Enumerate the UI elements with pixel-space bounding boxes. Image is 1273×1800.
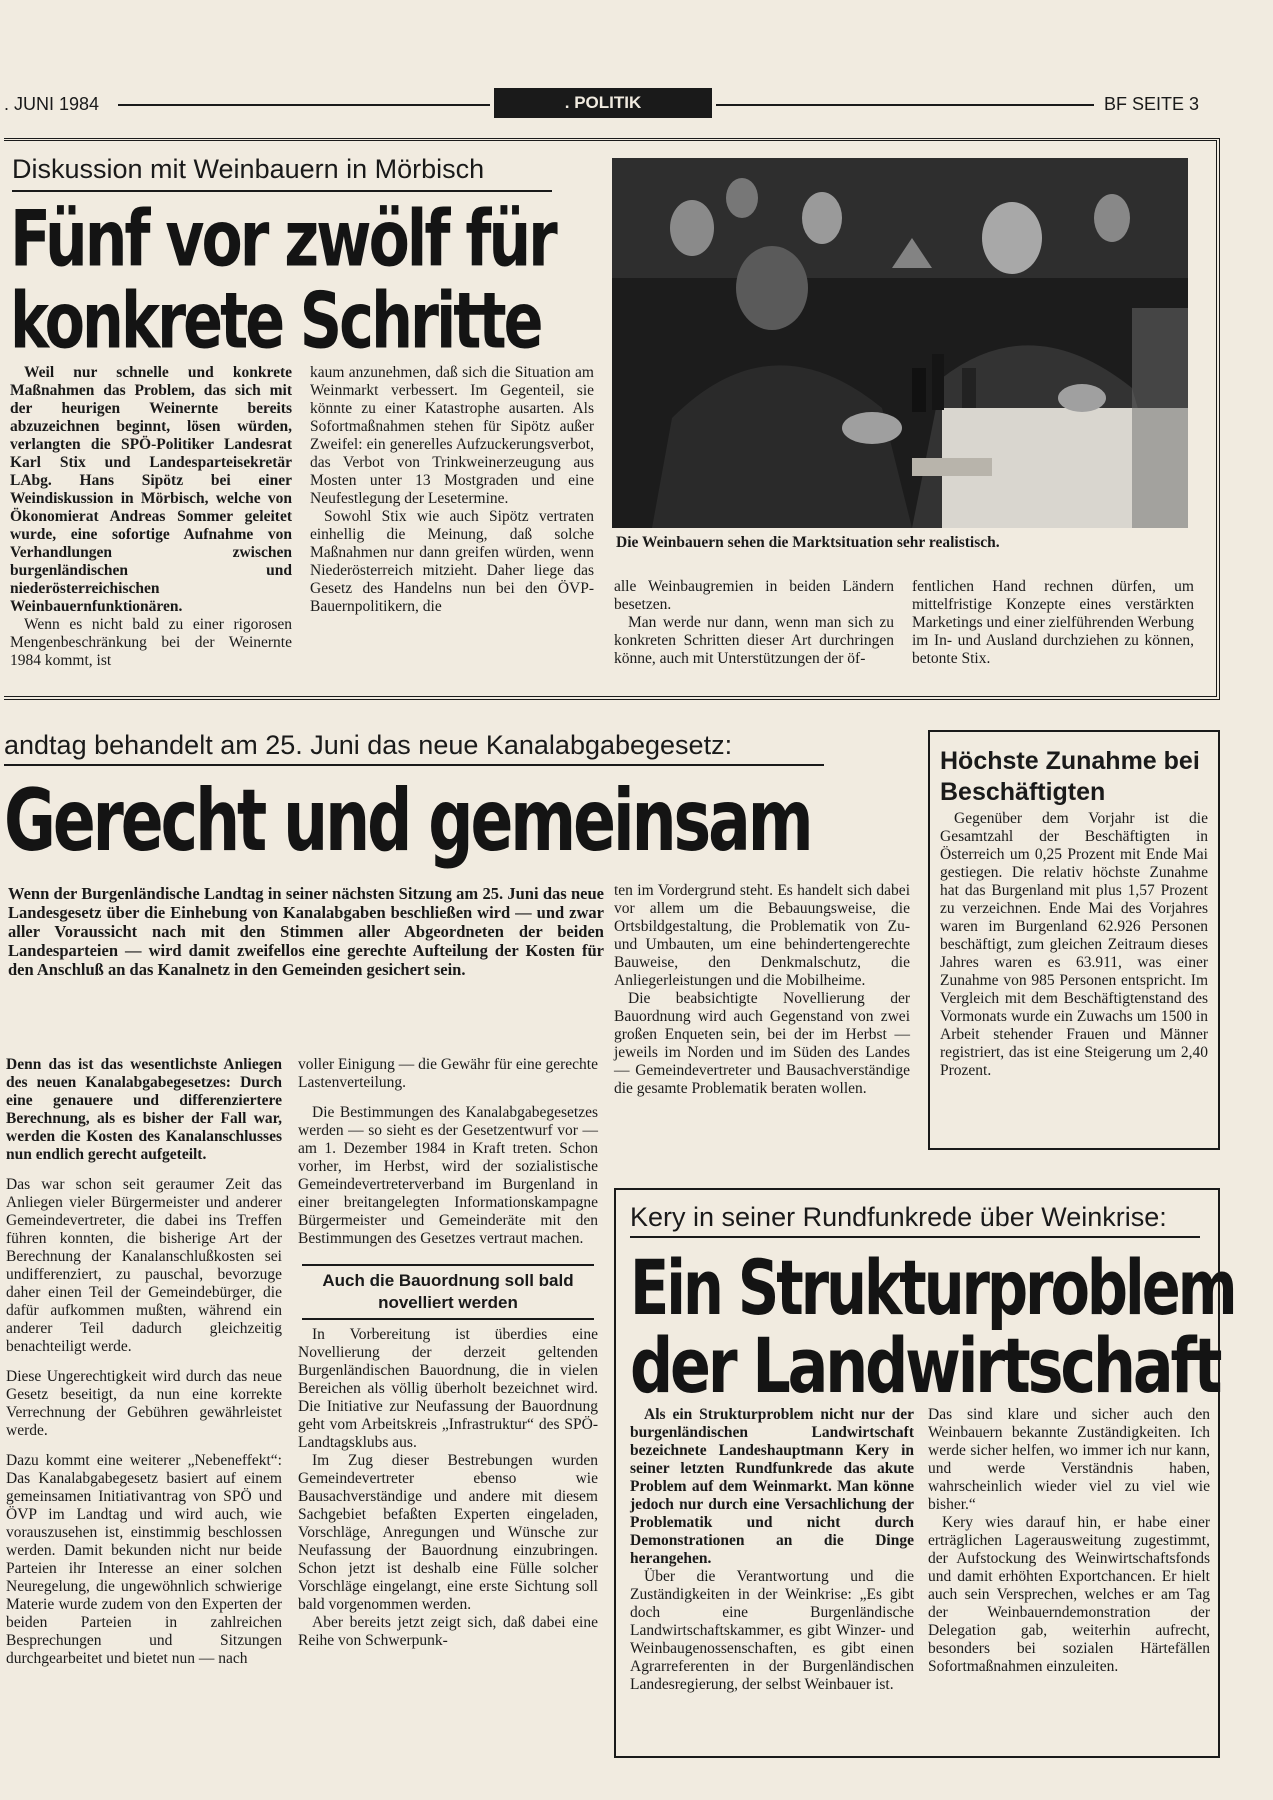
article2-kicker-rule (4, 764, 824, 766)
article1-col4-p1: fentlichen Hand rechnen dürfen, um mittelfristige Konzepte eines verstärkten Marketings und einer zielführenden Werbung im In- und Ausland durchziehen zu können, betonte Stix. (912, 578, 1194, 667)
article2-col2 (298, 1056, 598, 1650)
article2-col1-p3: Diese Ungerechtigkeit wird durch das neue Gesetz beseitigt, da nun eine korrekte Verrechnung der Gebühren gewährleistet werde. (6, 1368, 282, 1439)
article2-col2-p1: voller Einigung — die Gewähr für eine gerechte Lastenverteilung. (298, 1056, 598, 1091)
article2-col1-p2: Das war schon seit geraumer Zeit das Anliegen vieler Bürgermeister und anderer Gemeindevertreter, die dabei ins Treffen führen konnten, die bisherige Art der Berechnung der Kanalanschlußkosten sei undifferenziert, zu pauschal, bevorzuge daher einen Teil der Gemeindebürger, die dafür aufkommen mußten, während ein anderer Teil dadurch gleichzeitig benachteiligt werde. (6, 1176, 282, 1355)
article2-col3 (614, 882, 910, 1098)
article1-col2-p1: kaum anzunehmen, daß sich die Situation am Weinmarkt verbessert. Im Gegenteil, sie könnte zu einer Katastrophe ausarten. Als Sofortmaßnahmen stehen für Sipötz außer Zweifel: ein generelles Aufzuckerungsverbot, das Verbot von Trinkweinerzeugung aus Mosten unter 13 Mostgraden und eine Neufestlegung der Lesetermine. (310, 364, 594, 507)
article2-col3-p1: ten im Vordergrund steht. Es handelt sich dabei vor allem um die Bebauungsweise, die Ortsbildgestaltung, die Problematik von Zu- und Umbauten, um eine behindertengerechte Bauweise, den Denkmalschutz, die Anliegerleistungen und die Mobilheime. (614, 882, 910, 989)
article3-col1-p2: Über die Verantwortung und die Zuständigkeiten in der Weinkrise: „Es gibt doch eine Burgenländische Landwirtschaftskammer, es gibt Winzer- und Weinbaugenossenschaften, es gibt einen Agrarreferenten in der Burgenländischen Landesregierung, der selbst Weinbauer ist. (630, 1568, 914, 1693)
article1-photo-caption: Die Weinbauern sehen die Marktsituation sehr realistisch. (616, 534, 1000, 551)
employment-box-text (940, 810, 1208, 1080)
article1-col2 (310, 364, 594, 616)
masthead-date: . JUNI 1984 (4, 94, 100, 114)
article3-kicker: Kery in seiner Rundfunkrede über Weinkrise: (630, 1202, 1167, 1232)
article3-col2 (928, 1406, 1210, 1676)
masthead-rule-right (716, 104, 1094, 106)
article1-photo (612, 158, 1188, 528)
employment-box (928, 730, 1220, 1150)
article2-kicker: andtag behandelt am 25. Juni das neue Kanalabgabegesetz: (4, 730, 733, 760)
article1-lead: Weil nur schnelle und konkrete Maßnahmen das Problem, das sich mit der heurigen Weinernte bereits abzuzeichnen beginnt, lösen würden, verlangten die SPÖ-Politiker Landesrat Karl Stix und Landesparteisekretär LAbg. Hans Sipötz bei einer Weindiskussion in Mörbisch, welche von Ökonomierat Andreas Sommer geleitet wurde, eine sofortige Aufnahme von Verhandlungen zwischen burgenländischen und niederösterreichischen Weinbauernfunktionären. (10, 364, 292, 615)
article2-subhead: Auch die Bauordnung soll bald novelliert werden (322, 1271, 574, 1312)
article1-col3-p2: Man werde nur dann, wenn man sich zu konkreten Schritten dieser Art durchringen könne, auch mit Unterstützungen der öf- (614, 614, 894, 667)
article3-headline-line1: Ein Strukturproblem (630, 1244, 1235, 1333)
employment-box-headline: Höchste Zunahme bei Beschäftigten (940, 747, 1200, 806)
article1-kicker: Diskussion mit Weinbauern in Mörbisch (12, 154, 485, 184)
article3-col2-p2: Kery wies darauf hin, er habe einer erträglichen Lagerausweitung zugestimmt, der Aufstockung des Weinwirtschaftsfonds und damit erhöhten Exportchancen. Er hielt auch sein Versprechen, welches er am Tag der Weinbauerndemonstration der Delegation gab, weiterhin aufrecht, besonders bei sozialen Härtefällen Sofortmaßnahmen einzuleiten. (928, 1514, 1210, 1675)
article2-col1-p4: Dazu kommt eine weiterer „Nebeneffekt“: Das Kanalabgabegesetz basiert auf einem gemeinsamen Initiativantrag von SPÖ und ÖVP im Landtag und wird auch, wie vorauszusehen ist, einstimmig beschlossen werden. Damit bekunden nicht nur beide Parteien ihr Interesse an einer solchen Neuregelung, die ungewöhnlich schwierige Materie wurde zudem von den Experten der beiden Parteien in zahlreichen Besprechungen und Sitzungen durchgearbeitet und bietet nun — nach (6, 1452, 282, 1667)
article3-col1 (630, 1406, 914, 1694)
article2-col2-p3: In Vorbereitung ist überdies eine Novellierung der derzeit geltenden Burgenländischen Bauordnung, die in vielen Bereichen als völlig überholt bezeichnet wird. Die Initiative zur Neufassung der Bauordnung geht vom Arbeitskreis „Infrastruktur“ des SPÖ-Landtagsklubs aus. (298, 1326, 598, 1451)
article1-col3 (614, 578, 894, 668)
article3-headline-line2: der Landwirtschaft (630, 1322, 1220, 1411)
article2-col2-p4: Im Zug dieser Bestrebungen wurden Gemeindevertreter ebenso wie Bausachverständige und andere mit diesem Sachgebiet befaßten Experten eingeladen, Vorschläge, Anregungen und Wünsche zur Neufassung der Bauordnung einzubringen. Schon jetzt ist deshalb eine Fülle solcher Vorschläge eingelangt, eine erste Sichtung soll bald vorgenommen werden. (298, 1452, 598, 1613)
employment-box-body: Gegenüber dem Vorjahr ist die Gesamtzahl der Beschäftigten in Österreich um 0,25 Prozent mit Ende Mai gestiegen. Die relativ höchste Zunahme hat das Burgenland mit plus 1,57 Prozent zu verzeichnen. Ende Mai des Vorjahres waren im Burgenland 62.926 Personen beschäftigt, zum gleichen Zeitraum dieses Jahres waren es 63.911, was einer Zunahme von 985 Personen entspricht. Im Vergleich mit dem Beschäftigtenstand des Vormonats wurde ein Zuwachs um 1500 in Arbeit stehender Frauen und Männer registriert, das ist eine Steigerung um 2,40 Prozent. (940, 810, 1208, 1079)
article1-headline-line2: konkrete Schritte (10, 276, 541, 367)
article3-lead: Als ein Strukturproblem nicht nur der burgenländischen Landwirtschaft bezeichnete Landeshauptmann Kery in seiner letzten Rundfunkrede das akute Problem auf dem Weinmarkt. Man könne jedoch nur durch eine Versachlichung der Problematik und nicht durch Demonstrationen an die Dinge herangehen. (630, 1406, 914, 1567)
article1-col1-p2: Wenn es nicht bald zu einer rigorosen Mengenbeschränkung bei der Weinernte 1984 kommt, ist (10, 616, 292, 669)
article3-kicker-rule (630, 1236, 1200, 1238)
article2-col3-p2: Die beabsichtigte Novellierung der Bauordnung wird auch Gegenstand von zwei großen Enqueten sein, bei der im Herbst — jeweils im Norden und im Süden des Landes — Gemeindevertreter und Bausachverständige die gesamte Problematik beraten wollen. (614, 990, 910, 1097)
article2-col1 (6, 1056, 282, 1668)
article1-kicker-rule (12, 190, 552, 192)
article1-col3-p1: alle Weinbaugremien in beiden Ländern besetzen. (614, 578, 894, 613)
article2-lead-block (8, 884, 604, 979)
article2-col2-p2: Die Bestimmungen des Kanalabgabegesetzes werden — so sieht es der Gesetzentwurf vor — am 1. Dezember 1984 in Kraft treten. Schon vorher, im Herbst, wird der sozialistische Gemeindevertreterverband im Burgenland in einer breitangelegten Informationskampagne Bürgermeister und Gemeinderäte mit den Bestimmungen des Gesetzes vertraut machen. (298, 1104, 598, 1247)
article2-headline: Gerecht und gemeinsam (4, 770, 811, 871)
section-label (494, 88, 712, 118)
photo-image (612, 158, 1188, 528)
article2-col2-p5: Aber bereits jetzt zeigt sich, daß dabei eine Reihe von Schwerpunk- (298, 1614, 598, 1649)
section-label-text: . POLITIK (564, 93, 642, 112)
page-number: BF SEITE 3 (1104, 94, 1200, 114)
article2-col1-p1: Denn das ist das wesentlichste Anliegen des neuen Kanalabgabegesetzes: Durch eine genauere und differenziertere Berechnung, als es bisher der Fall war, werden die Kosten des Kanalanschlusses nun endlich gerecht aufgeteilt. (6, 1056, 282, 1163)
article2-subhead-box (302, 1264, 594, 1320)
masthead-rule-left (118, 104, 490, 106)
article1-col1 (10, 364, 292, 670)
article1-col2-p2: Sowohl Stix wie auch Sipötz vertraten einhellig die Meinung, daß solche Maßnahmen nur dann greifen würden, wenn Niederösterreich mitzieht. Daher liege das Gesetz des Handelns nun bei den ÖVP-Bauernpolitikern, die (310, 508, 594, 615)
article1-col4 (912, 578, 1194, 668)
article1-headline-line1: Fünf vor zwölf für (10, 194, 555, 285)
article3-col2-p1: Das sind klare und sicher auch den Weinbauern bekannte Zuständigkeiten. Ich werde sicher helfen, wo immer ich nur kann, und werde Verständnis haben, wahrscheinlich wieder viel zu viel wie bisher.“ (928, 1406, 1210, 1513)
article2-lead: Wenn der Burgenländische Landtag in seiner nächsten Sitzung am 25. Juni das neue Landesgesetz über die Einhebung von Kanalabgaben beschließen wird — und zwar aller Voraussicht nach mit den Stimmen aller Abgeordneten der beiden Landesparteien — wird damit zweifellos eine gerechte Aufteilung der Kosten für den Anschluß an das Kanalnetz in den Gemeinden gesichert sein. (8, 884, 604, 979)
